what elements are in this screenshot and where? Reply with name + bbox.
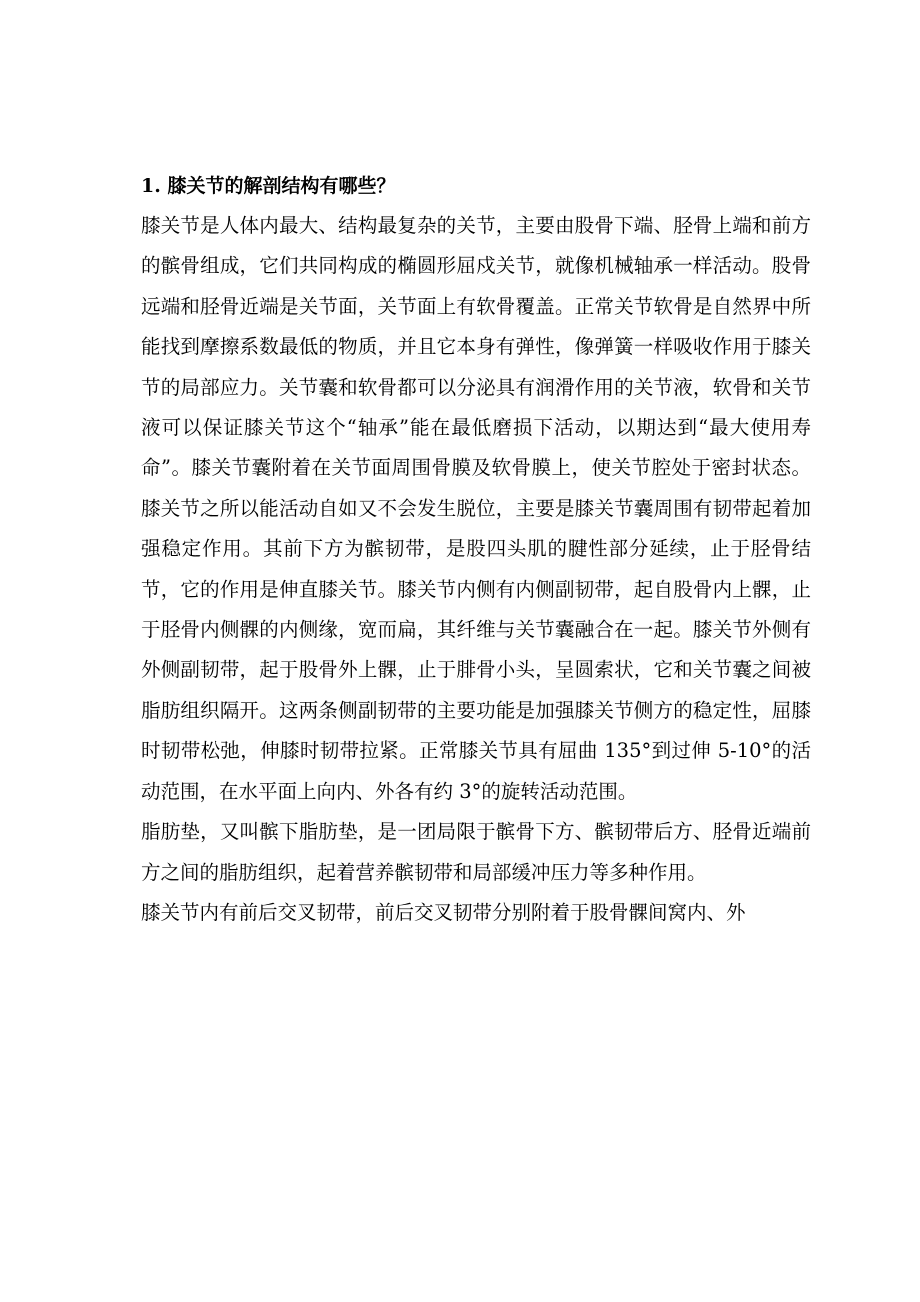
paragraph-fat-pad: 脂肪垫，又叫髌下脂肪垫，是一团局限于髌骨下方、髌韧带后方、胫骨近端前方之间的脂肪组织，起着营养髌韧带和局部缓冲压力等多种作用。 bbox=[141, 820, 811, 884]
paragraph-knee-anatomy: 膝关节是人体内最大、结构最复杂的关节，主要由股骨下端、胫骨上端和前方的髌骨组成，它们共同构成的椭圆形屈戍关节，就像机械轴承一样活动。股骨远端和胫骨近端是关节面，关节面上有软骨覆盖。正常关节软骨是自然界中所能找到摩擦系数最低的物质，并且它本身有弹性，像弹簧一样吸收作用于膝关节的局部应力。关节囊和软骨都可以分泌具有润滑作用的关节液，软骨和关节液可以保证膝关节这个“轴承”能在最低磨损下活动，以期达到“最大使用寿命”。膝关节囊附着在关节面周围骨膜及软骨膜上，使关节腔处于密封状态。膝关节之所以能活动自如又不会发生脱位，主要是膝关节囊周围有韧带起着加强稳定作用。其前下方为髌韧带，是股四头肌的腱性部分延续，止于胫骨结节，它的作用是伸直膝关节。膝关节内侧有内侧副韧带，起自股骨内上髁，止于胫骨内侧髁的内侧缘，宽而扁，其纤维与关节囊融合在一起。膝关节外侧有外侧副韧带，起于股骨外上髁，止于腓骨小头，呈圆索状，它和关节囊之间被脂肪组织隔开。这两条侧副韧带的主要功能是加强膝关节侧方的稳定性，屈膝时韧带松弛，伸膝时韧带拉紧。正常膝关节具有屈曲 135°到过伸 5-10°的活动范围，在水平面上向内、外各有约 3°的旋转活动范围。 bbox=[141, 214, 811, 803]
section-heading: 1. 膝关节的解剖结构有哪些？ bbox=[141, 175, 396, 197]
paragraph-cruciate-ligaments: 膝关节内有前后交叉韧带，前后交叉韧带分别附着于股骨髁间窝内、外 bbox=[141, 900, 746, 924]
document-body bbox=[141, 166, 811, 933]
